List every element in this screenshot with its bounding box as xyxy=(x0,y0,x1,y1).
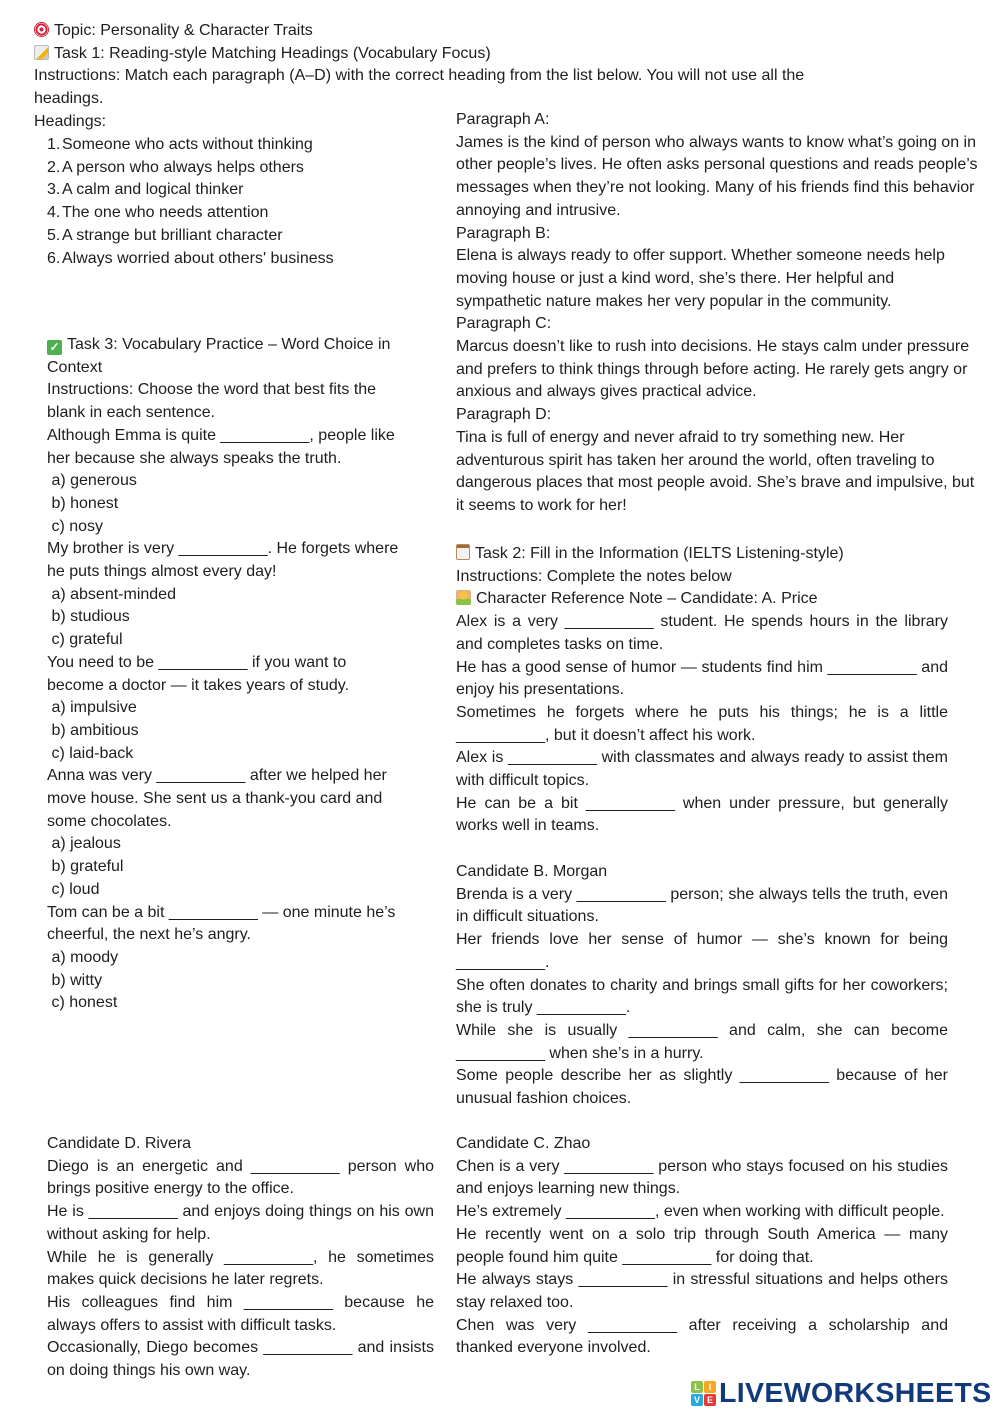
note-title xyxy=(456,588,948,611)
target-icon xyxy=(34,22,49,37)
task3-questions xyxy=(47,425,399,1015)
task2-title-text: Task 2: Fill in the Information (IELTS Listening-style) xyxy=(475,545,844,562)
answer-option[interactable]: c) nosy xyxy=(47,517,104,535)
answer-option[interactable]: b) studious xyxy=(47,608,130,626)
logo-tile: L xyxy=(691,1381,703,1393)
headings-label: Headings: xyxy=(34,112,107,130)
heading-item xyxy=(47,157,427,180)
note-line: He can be a bit __________ when under pressure, but generally works well in teams. xyxy=(456,794,948,835)
note-line: He has a good sense of humor — students find him __________ and enjoy his presentations. xyxy=(456,658,948,699)
note-line: Alex is a very __________ student. He spends hours in the library and completes tasks on time. xyxy=(456,613,948,653)
heading-number: 6. xyxy=(47,249,61,267)
logo-tile: I xyxy=(704,1381,716,1393)
heading-text: Always worried about others' business xyxy=(62,249,334,267)
task3-section xyxy=(47,334,399,1015)
note-line: Occasionally, Diego becomes __________ and insists on doing things his own way. xyxy=(47,1339,434,1380)
heading-item xyxy=(47,225,427,248)
note-line: While he is generally __________, he sometimes makes quick decisions he later regrets. xyxy=(47,1248,434,1289)
liveworksheets-logo xyxy=(691,1377,992,1409)
heading-text: A strange but brilliant character xyxy=(62,226,283,244)
answer-option[interactable]: a) generous xyxy=(47,472,137,490)
paragraph-text: Marcus doesn’t like to rush into decisions. He stays calm under pressure and prefers to think things through before acting. He rarely gets angry or anxious and always gives practical advice. xyxy=(456,338,970,401)
note-line: His colleagues find him __________ because he always offers to assist with difficult tasks. xyxy=(47,1293,434,1334)
logo-tiles xyxy=(691,1381,716,1406)
question-sentence: You need to be __________ if you want to become a doctor — it takes years of study. xyxy=(47,653,350,694)
answer-option[interactable]: b) honest xyxy=(47,494,119,512)
answer-option[interactable]: a) absent-minded xyxy=(47,585,176,603)
task1-title xyxy=(34,43,824,66)
heading-item xyxy=(47,202,427,225)
task3-title-text: Task 3: Vocabulary Practice – Word Choice in Context xyxy=(47,336,391,376)
heading-item xyxy=(47,134,427,157)
note-line: Alex is __________ with classmates and always ready to assist them with difficult topics. xyxy=(456,749,948,790)
task1-title-text: Task 1: Reading-style Matching Headings (Vocabulary Focus) xyxy=(54,44,491,62)
heading-number: 5. xyxy=(47,226,61,244)
note-line: He always stays __________ in stressful situations and helps others stay relaxed too. xyxy=(456,1271,948,1311)
note-line: While she is usually __________ and calm, she can become __________ when she’s in a hurry. xyxy=(456,1021,948,1062)
headings-list xyxy=(47,134,427,270)
paragraph-label: Paragraph A: xyxy=(456,111,550,128)
candidate-title: Candidate B. Morgan xyxy=(456,863,608,880)
heading-number: 1. xyxy=(47,136,61,153)
paragraph-label: Paragraph C: xyxy=(456,315,552,333)
note-line: He is __________ and enjoys doing things on his own without asking for help. xyxy=(47,1203,434,1243)
candidate-b-section xyxy=(456,861,948,1111)
note-line: Brenda is a very __________ person; she always tells the truth, even in difficult situations. xyxy=(456,885,948,926)
heading-text: A calm and logical thinker xyxy=(62,181,244,199)
candidate-a-notes xyxy=(456,611,948,838)
answer-option[interactable]: a) jealous xyxy=(47,835,121,853)
check-icon: ✓ xyxy=(47,340,62,355)
answer-option[interactable]: c) laid-back xyxy=(47,744,134,762)
question-sentence: Anna was very __________ after we helped her move house. She sent us a thank-you card and some chocolates. xyxy=(47,767,387,830)
note-title-text: Character Reference Note – Candidate: A. Price xyxy=(476,590,818,608)
note-line: She often donates to charity and brings small gifts for her coworkers; she is truly __________. xyxy=(456,976,948,1017)
task3-title xyxy=(47,334,399,379)
answer-option[interactable]: b) witty xyxy=(47,971,103,989)
paragraph-label: Paragraph B: xyxy=(456,224,551,242)
heading-number: 3. xyxy=(47,181,61,199)
answer-option[interactable]: c) grateful xyxy=(47,631,123,649)
note-line: He’s extremely __________, even when working with difficult people. xyxy=(456,1203,945,1221)
heading-text: The one who needs attention xyxy=(62,204,269,222)
paragraph-text: Tina is full of energy and never afraid to try something new. Her adventurous spirit has taken her around the world, often traveling to dangerous places that most people avoid. She’s brave and impulsive, but it seems to work for her! xyxy=(456,428,975,514)
question-sentence: Although Emma is quite __________, people like her because she always speaks the truth. xyxy=(47,426,395,467)
heading-number: 2. xyxy=(47,158,61,176)
question-sentence: Tom can be a bit __________ — one minute he’s cheerful, the next he’s angry. xyxy=(47,903,396,944)
candidate-c-section xyxy=(456,1133,948,1360)
task2-title xyxy=(456,543,948,566)
answer-option[interactable]: b) grateful xyxy=(47,858,124,876)
answer-option[interactable]: a) impulsive xyxy=(47,699,137,717)
task2-instructions: Instructions: Complete the notes below xyxy=(456,567,732,585)
paragraph-text: James is the kind of person who always wants to know what’s going on in other people’s lives. He often asks personal questions and reads people’s messages when they’re not looking. Many of his friends find this behavior annoying and intrusive. xyxy=(456,133,978,219)
answer-option[interactable]: b) ambitious xyxy=(47,721,139,739)
note-line: He recently went on a solo trip through South America — many people found him quite __________ for doing that. xyxy=(456,1225,948,1266)
task1-instructions: Instructions: Match each paragraph (A–D) with the correct heading from the list below. You will not use all the headings. xyxy=(34,67,805,108)
answer-option[interactable]: a) moody xyxy=(47,948,119,966)
note-line: Some people describe her as slightly __________ because of her unusual fashion choices. xyxy=(456,1067,948,1108)
note-line: Chen was very __________ after receiving a scholarship and thanked everyone involved. xyxy=(456,1316,948,1357)
heading-item xyxy=(47,179,427,202)
paragraph-label: Paragraph D: xyxy=(456,406,552,424)
note-line: Sometimes he forgets where he puts his things; he is a little __________, but it doesn’t affect his work. xyxy=(456,703,948,744)
logo-tile: E xyxy=(704,1394,716,1406)
clipboard-icon xyxy=(456,544,470,560)
memo-icon xyxy=(34,45,49,60)
note-line: Chen is a very __________ person who stays focused on his studies and enjoys learning new things. xyxy=(456,1157,948,1198)
topic-text: Topic: Personality & Character Traits xyxy=(54,22,313,39)
heading-number: 4. xyxy=(47,204,61,222)
candidate-title: Candidate D. Rivera xyxy=(47,1135,192,1152)
note-line: Diego is an energetic and __________ person who brings positive energy to the office. xyxy=(47,1157,434,1198)
person-icon xyxy=(456,590,471,605)
candidate-title: Candidate C. Zhao xyxy=(456,1135,591,1152)
question-sentence: My brother is very __________. He forgets where he puts things almost every day! xyxy=(47,540,399,581)
topic-line xyxy=(34,20,824,43)
task3-instructions: Instructions: Choose the word that best fits the blank in each sentence. xyxy=(47,381,377,422)
logo-tile: V xyxy=(691,1394,703,1406)
logo-wordmark: LIVEWORKSHEETS xyxy=(719,1377,992,1408)
answer-option[interactable]: c) loud xyxy=(47,880,100,898)
reading-paragraphs xyxy=(456,109,982,518)
note-line: Her friends love her sense of humor — she’s known for being __________. xyxy=(456,931,948,971)
paragraph-text: Elena is always ready to offer support. Whether someone needs help moving house or just a kind word, she’s there. Her helpful and sympathetic nature makes her very popular in the community. xyxy=(456,247,945,310)
answer-option[interactable]: c) honest xyxy=(47,994,118,1012)
heading-text: A person who always helps others xyxy=(62,158,304,176)
heading-item xyxy=(47,248,427,271)
task2-section xyxy=(456,543,948,838)
candidate-d-section xyxy=(47,1133,434,1383)
heading-text: Someone who acts without thinking xyxy=(62,136,313,153)
